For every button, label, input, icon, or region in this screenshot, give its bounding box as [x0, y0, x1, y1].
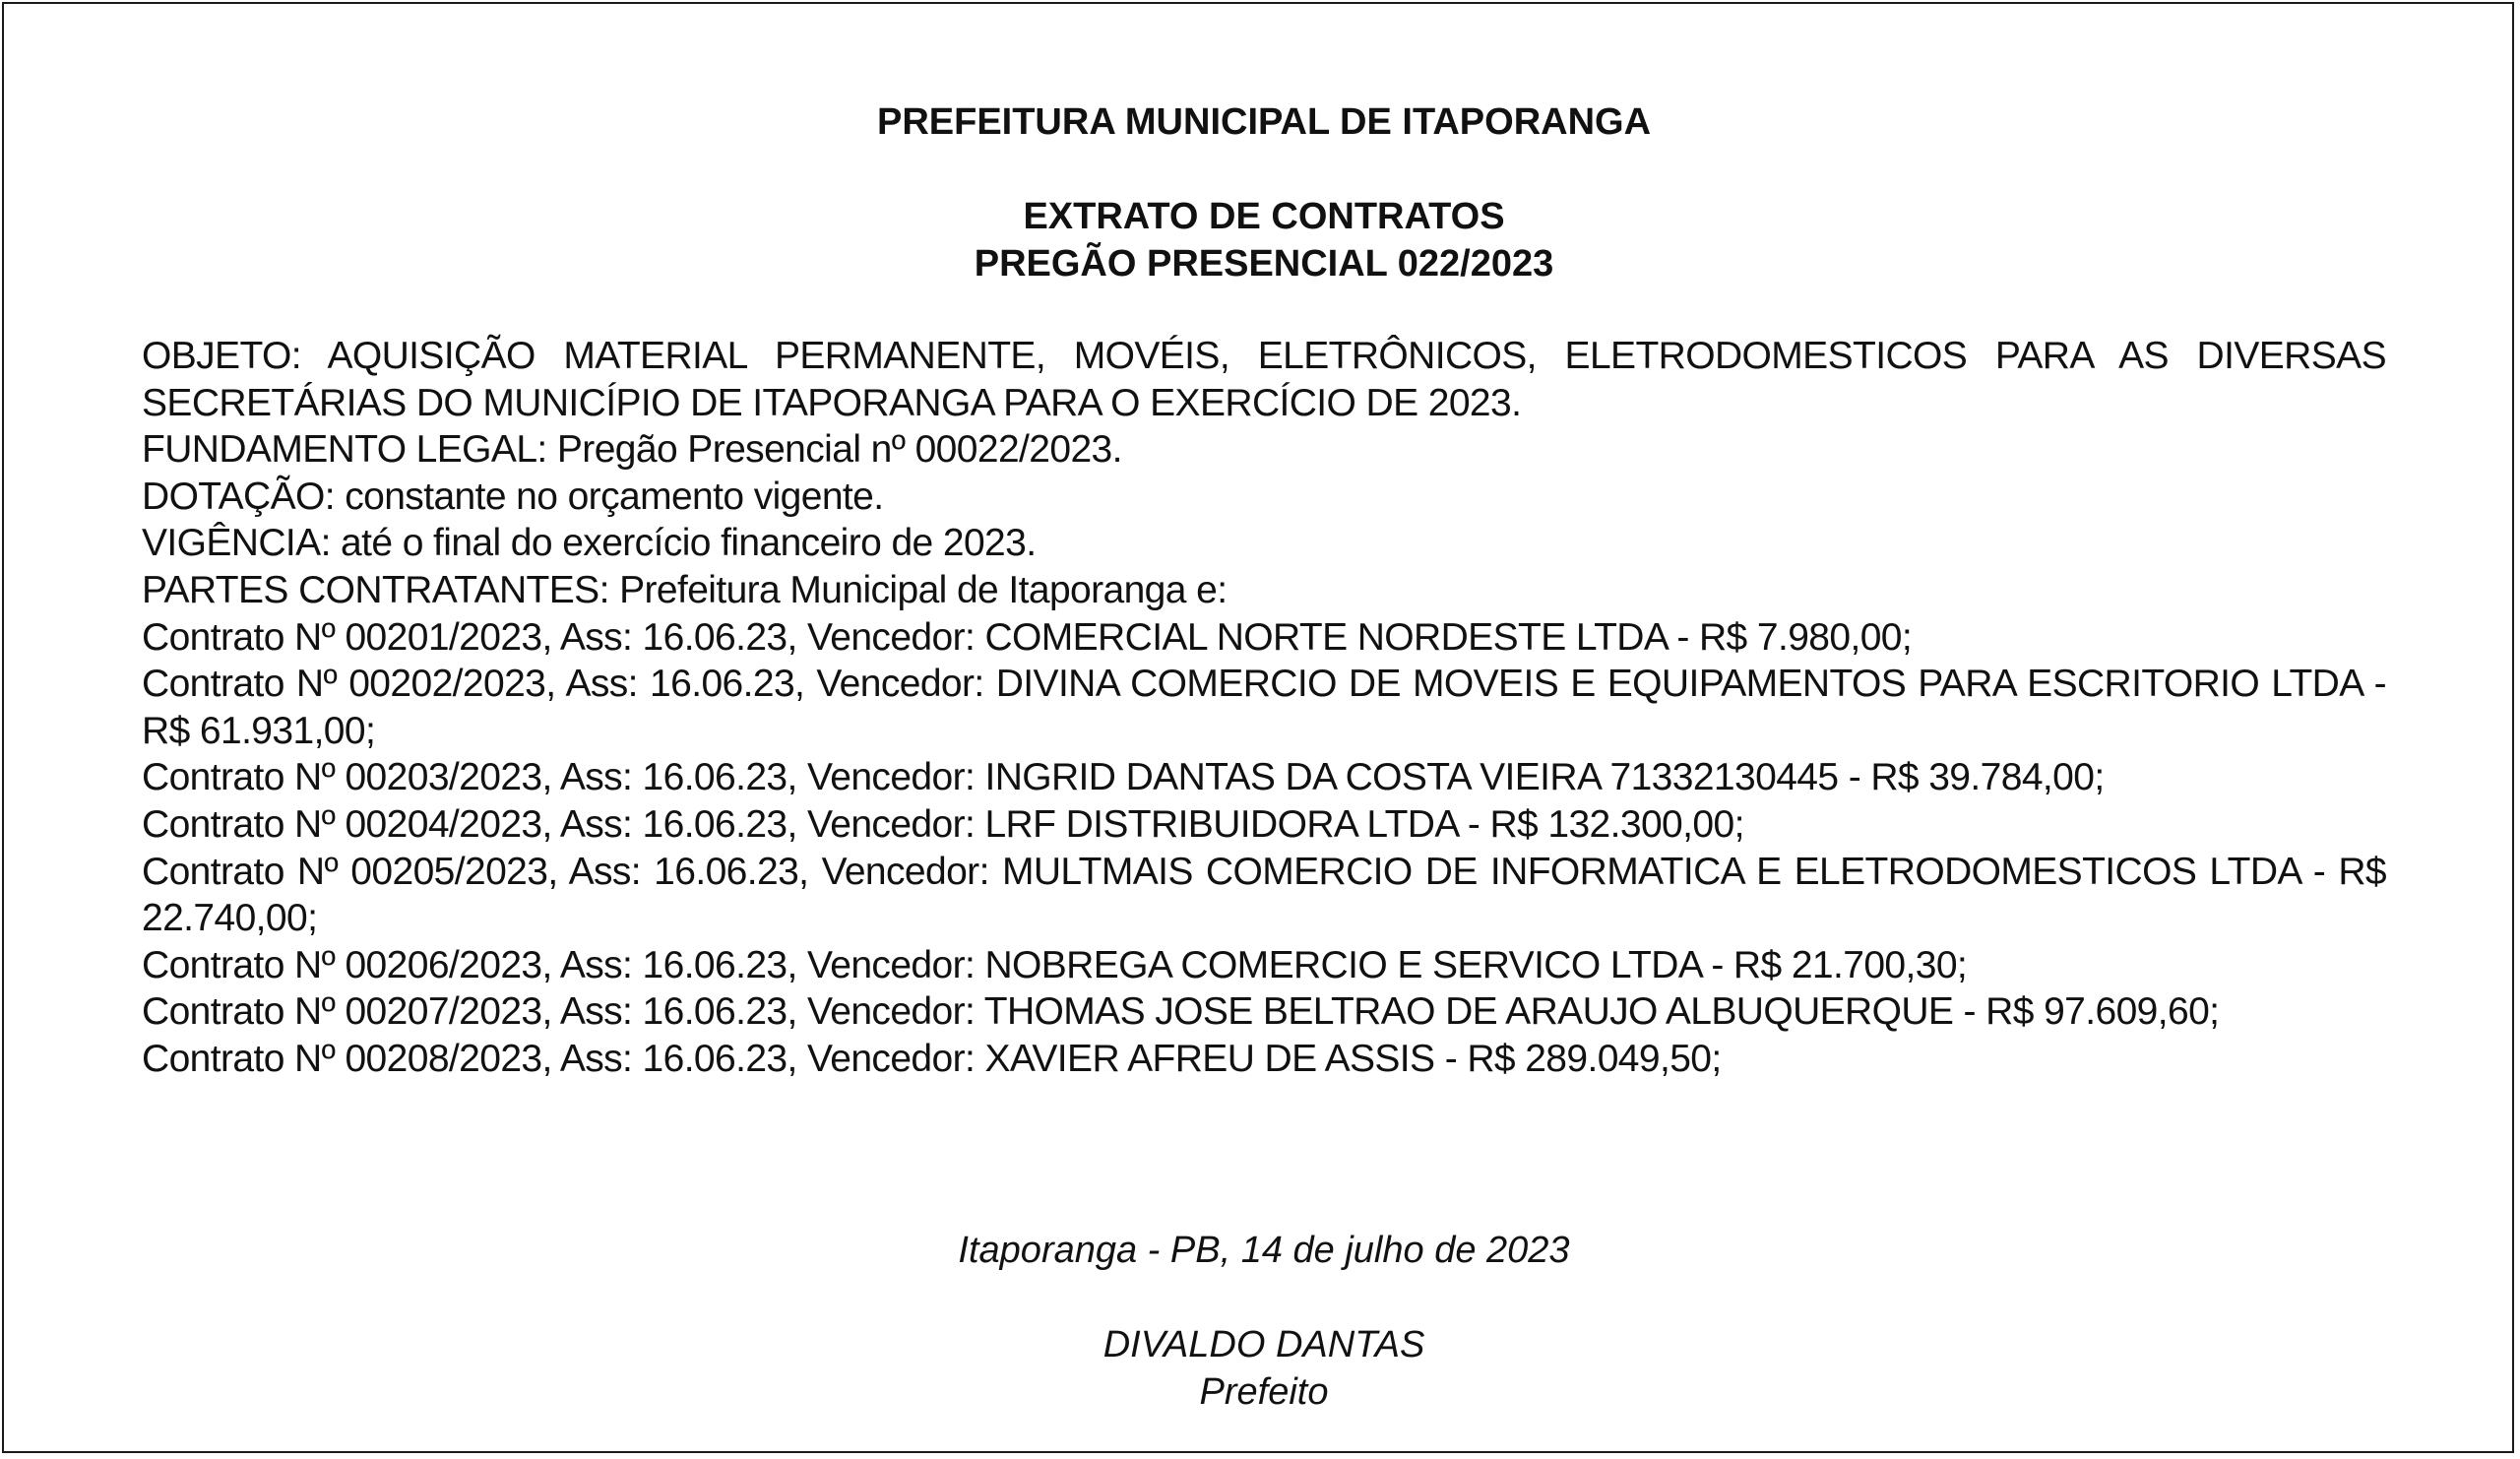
document-frame [2, 2, 2514, 1453]
document-content [142, 98, 2386, 1413]
dotacao-line: DOTAÇÃO: constante no orçamento vigente. [142, 475, 884, 518]
signer-role: Prefeito [1199, 1371, 1329, 1413]
contract-item: Contrato Nº 00202/2023, Ass: 16.06.23, Vencedor: DIVINA COMERCIO DE MOVEIS E EQUIPAMENTOS PARA ESCRITORIO LTDA - R$ 61.931,00; [142, 663, 2386, 752]
contract-item: Contrato Nº 00208/2023, Ass: 16.06.23, Vencedor: XAVIER AFREU DE ASSIS - R$ 289.049,50; [142, 1037, 1722, 1080]
place-date: Itaporanga - PB, 14 de julho de 2023 [958, 1230, 1570, 1271]
contract-item: Contrato Nº 00206/2023, Ass: 16.06.23, Vencedor: NOBREGA COMERCIO E SERVICO LTDA - R$ 21.700,30; [142, 943, 1968, 986]
vigencia-line: VIGÊNCIA: até o final do exercício financeiro de 2023. [142, 522, 1037, 565]
objeto-paragraph: OBJETO: AQUISIÇÃO MATERIAL PERMANENTE, MOVÉIS, ELETRÔNICOS, ELETRODOMESTICOS PARA AS DIVERSAS SECRETÁRIAS DO MUNICÍPIO DE ITAPORANGA PARA O EXERCÍCIO DE 2023. [142, 335, 2386, 424]
organization-heading: PREFEITURA MUNICIPAL DE ITAPORANGA [876, 101, 1652, 143]
contract-item: Contrato Nº 00207/2023, Ass: 16.06.23, Vencedor: THOMAS JOSE BELTRAO DE ARAUJO ALBUQUERQUE - R$ 97.609,60; [142, 990, 2220, 1034]
partes-line: PARTES CONTRATANTES: Prefeitura Municipal de Itaporanga e: [142, 568, 1228, 611]
document-body [142, 333, 2386, 1083]
contract-item: Contrato Nº 00204/2023, Ass: 16.06.23, Vencedor: LRF DISTRIBUIDORA LTDA - R$ 132.300,00; [142, 802, 1744, 846]
document-subtitle: PREGÃO PRESENCIAL 022/2023 [974, 243, 1554, 285]
contract-item: Contrato Nº 00201/2023, Ass: 16.06.23, Vencedor: COMERCIAL NORTE NORDESTE LTDA - R$ 7.980,00; [142, 615, 1913, 659]
signature-block [142, 1321, 2386, 1416]
document-title: EXTRATO DE CONTRATOS [1023, 196, 1505, 237]
fundamento-line: FUNDAMENTO LEGAL: Pregão Presencial nº 00022/2023. [142, 428, 1122, 472]
contract-item: Contrato Nº 00203/2023, Ass: 16.06.23, Vencedor: INGRID DANTAS DA COSTA VIEIRA 71332130445 - R$ 39.784,00; [142, 756, 2105, 799]
contract-item: Contrato Nº 00205/2023, Ass: 16.06.23, Vencedor: MULTMAIS COMERCIO DE INFORMATICA E ELETRODOMESTICOS LTDA - R$ 22.740,00; [142, 850, 2386, 940]
signer-name: DIVALDO DANTAS [1102, 1324, 1425, 1365]
